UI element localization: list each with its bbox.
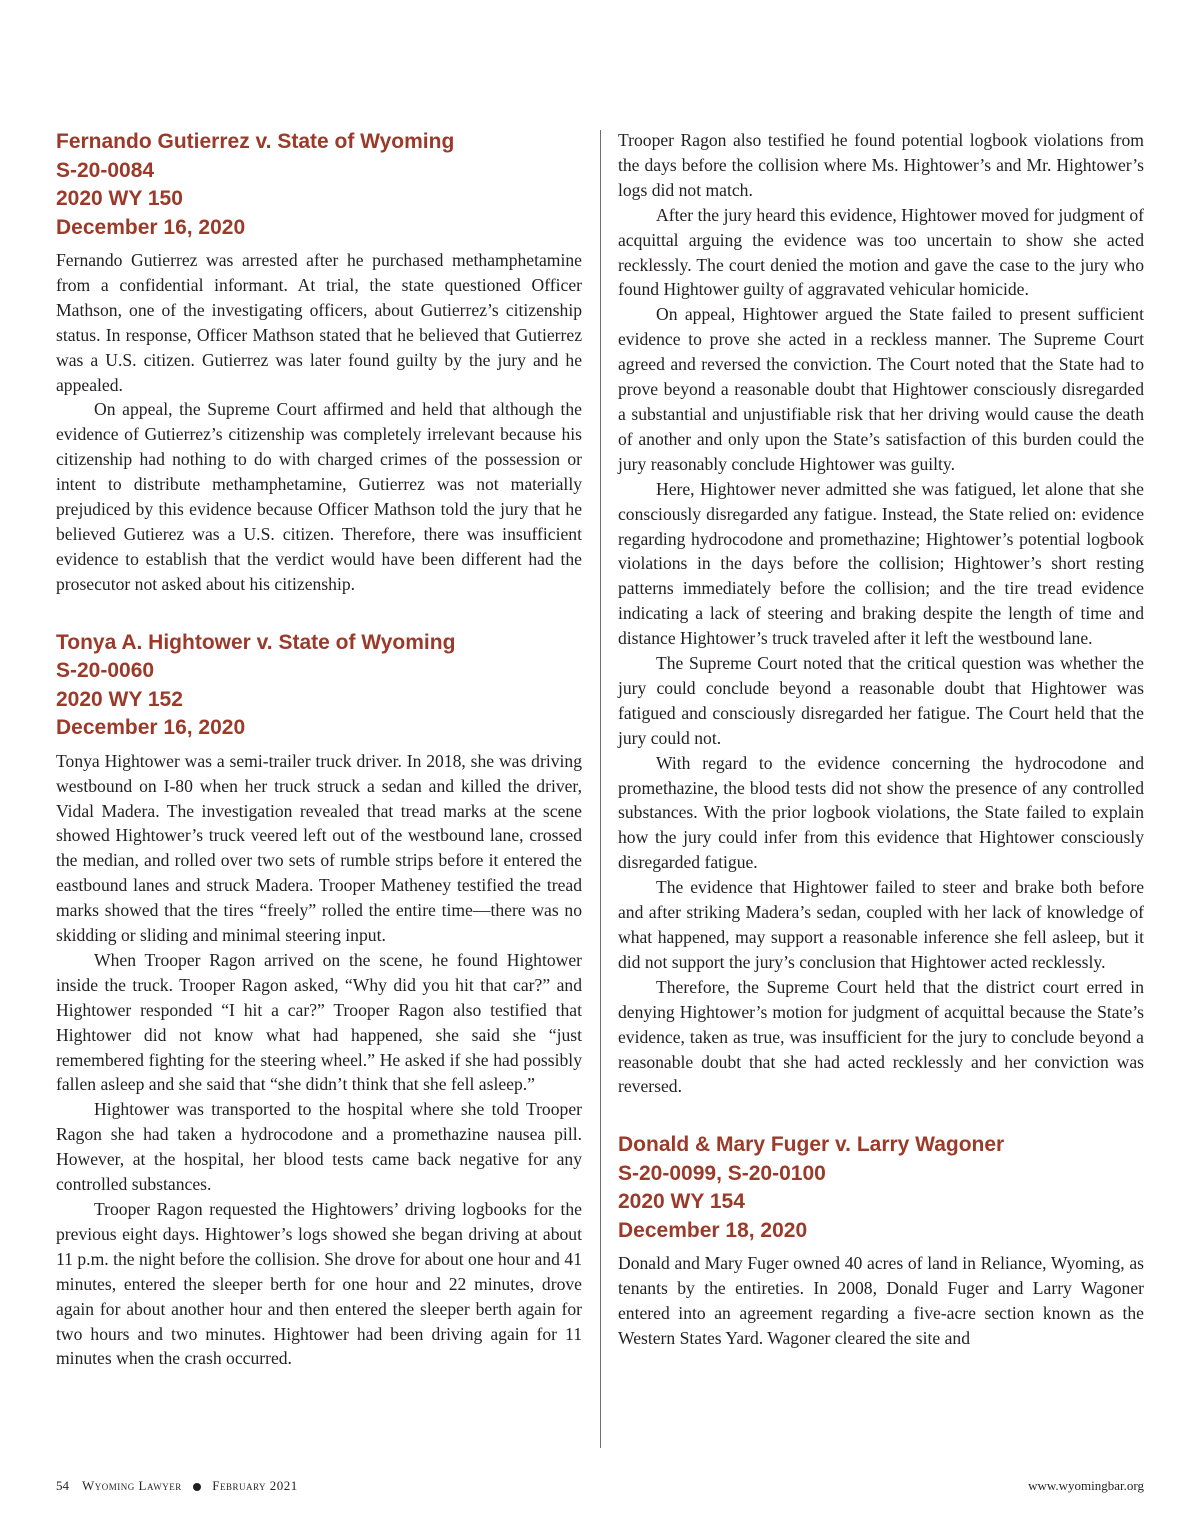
case-date: December 16, 2020 (56, 716, 246, 740)
case-paragraph: Trooper Ragon requested the Hightowers’ driving logbooks for the previous eight days. Hightower’s logs showed she began driving at about 11 p.m. the night before the collision. She drove for about one hour and 41 minutes, entered the sleeper berth for one hour and 22 minutes, drove again for about another hour and then entered the sleeper berth again for two hours and two minutes. Hightower had been driving again for 11 minutes when the crash occurred. (56, 1199, 582, 1369)
case-heading (618, 1131, 1144, 1245)
issue-date: February 2021 (212, 1478, 298, 1493)
case-gutierrez (56, 128, 582, 597)
case-paragraph: Therefore, the Supreme Court held that the district court erred in denying Hightower’s motion for judgment of acquittal because the State’s evidence, taken as true, was insufficient for the jury to conclude beyond a reasonable doubt that she had acted recklessly and her conviction was reversed. (618, 976, 1144, 1097)
case-paragraph: Donald and Mary Fuger owned 40 acres of land in Reliance, Wyoming, as tenants by the entireties. In 2008, Donald Fuger and Larry Wagoner entered into an agreement regarding a five-acre section known as the Western States Yard. Wagoner cleared the site and (618, 1253, 1144, 1349)
case-title: Donald & Mary Fuger v. Larry Wagoner (618, 1133, 1005, 1157)
case-fuger (618, 1131, 1144, 1351)
case-paragraph: Trooper Ragon also testified he found potential logbook violations from the days before the collision where Ms. Hightower’s and Mr. Hightower’s logs did not match. (618, 130, 1144, 200)
case-paragraph: Tonya Hightower was a semi-trailer truck driver. In 2018, she was driving westbound on I-80 when her truck struck a sedan and killed the driver, Vidal Madera. The investigation revealed that tread marks at the scene showed Hightower’s truck veered left out of the westbound lane, crossed the median, and rolled over two sets of rumble strips before it entered the eastbound lanes and struck Madera. Trooper Matheney testified the tread marks showed that the tires “freely” rolled the entire time—there was no skidding or sliding and minimal steering input. (56, 750, 582, 946)
case-paragraph: Hightower was transported to the hospital where she told Trooper Ragon she had taken a hydrocodone and a promethazine nausea pill. However, at the hospital, her blood tests came back negative for any controlled substances. (56, 1099, 582, 1195)
case-paragraph: The evidence that Hightower failed to steer and brake both before and after striking Madera’s sedan, coupled with her lack of knowledge of what happened, may support a reasonable inference she fell asleep, but it did not support the jury’s conclusion that Hightower acted recklessly. (618, 877, 1144, 972)
case-heading (56, 128, 582, 242)
case-paragraph: Fernando Gutierrez was arrested after he purchased methamphetamine from a confidential informant. At trial, the state questioned Officer Mathson, one of the investigating officers, about Gutierrez’s citizenship status. In response, Officer Mathson stated that he believed that Gutierrez was a U.S. citizen. Gutierrez was later found guilty by the jury and he appealed. (56, 250, 582, 395)
case-title: Fernando Gutierrez v. State of Wyoming (56, 130, 455, 153)
case-citation: 2020 WY 154 (618, 1190, 745, 1214)
right-column (618, 128, 1144, 1383)
case-citation: 2020 WY 150 (56, 187, 183, 210)
case-paragraph: After the jury heard this evidence, Hightower moved for judgment of acquittal arguing the evidence was too uncertain to show she acted recklessly. The court denied the motion and gave the case to the jury who found Hightower guilty of aggravated vehicular homicide. (618, 204, 1144, 300)
page-footer (56, 1478, 1144, 1498)
case-docket: S-20-0060 (56, 659, 155, 683)
footer-left (56, 1478, 298, 1494)
case-paragraph: With regard to the evidence concerning the hydrocodone and promethazine, the blood tests did not show the presence of any controlled substances. With the prior logbook violations, the State failed to explain how the jury could infer from this evidence that Hightower consciously disregarded fatigue. (618, 752, 1144, 873)
case-date: December 16, 2020 (56, 215, 246, 239)
case-citation: 2020 WY 152 (56, 687, 183, 711)
website-link[interactable]: www.wyomingbar.org (1028, 1478, 1144, 1493)
case-paragraph: When Trooper Ragon arrived on the scene, he found Hightower inside the truck. Trooper Ragon asked, “Why did you hit that car?” and Hightower responded “I hit a car?” Trooper Ragon also testified that Hightower did not know what had happened, she said she “just remembered fighting for the steering wheel.” He asked if she had possibly fallen asleep and she said that “she didn’t think that she fell asleep.” (56, 949, 582, 1095)
case-paragraph: The Supreme Court noted that the critical question was whether the jury could conclude beyond a reasonable doubt that Hightower was fatigued and consciously disregarded her fatigue. The Court held that the jury could not. (618, 653, 1144, 748)
bullet-icon (193, 1483, 201, 1491)
left-column (56, 128, 582, 1403)
publication-name: Wyoming Lawyer (82, 1478, 182, 1493)
case-date: December 18, 2020 (618, 1218, 808, 1242)
case-docket: S-20-0084 (56, 158, 155, 182)
case-heading (56, 629, 582, 743)
case-title: Tonya A. Hightower v. State of Wyoming (56, 630, 456, 654)
case-hightower (56, 629, 582, 1372)
case-paragraph: Here, Hightower never admitted she was fatigued, let alone that she consciously disregarded any fatigue. Instead, the State relied on: evidence regarding hydrocodone and promethazine; Hightower’s potential logbook violations in the days before the collision; Hightower’s short resting patterns immediately before the collision; and the tire tread evidence indicating a lack of steering and braking despite the length of time and distance Hightower’s truck traveled after it left the westbound lane. (618, 478, 1144, 649)
page-number: 54 (56, 1478, 69, 1493)
case-paragraph: On appeal, Hightower argued the State failed to present sufficient evidence to prove she acted in a reckless manner. The Supreme Court agreed and reversed the conviction. The Court noted that the State had to prove beyond a reasonable doubt that Hightower consciously disregarded a substantial and unjustifiable risk that her driving would cause the death of another and only upon the State’s satisfaction of this burden could the jury reasonably conclude Hightower was guilty. (618, 304, 1144, 474)
case-paragraph: On appeal, the Supreme Court affirmed and held that although the evidence of Gutierrez’s citizenship was completely irrelevant because his citizenship had nothing to do with charged crimes of the possession or intent to distribute methamphetamine, Gutierrez was not materially prejudiced by this evidence because Officer Mathson told the jury that he believed Gutierez was a U.S. citizen. Therefore, there was insufficient evidence to establish that the verdict would have been different had the prosecutor not asked about his citizenship. (56, 399, 582, 594)
column-divider (600, 130, 601, 1448)
case-hightower-continued (618, 128, 1144, 1099)
case-docket: S-20-0099, S-20-0100 (618, 1161, 826, 1185)
